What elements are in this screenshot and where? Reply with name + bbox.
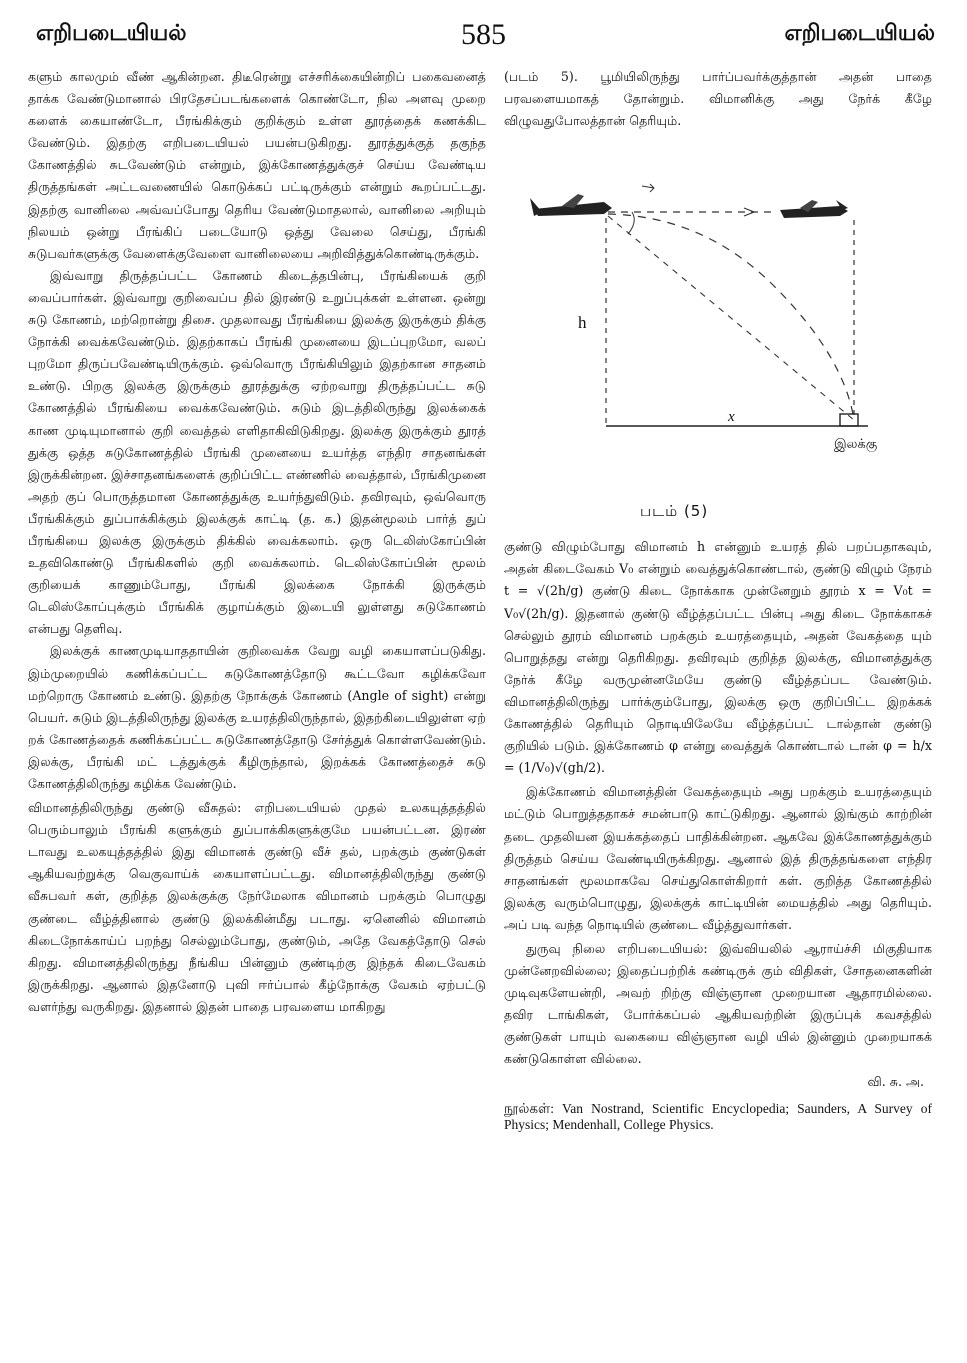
target-label: இலக்கு xyxy=(834,437,878,453)
aircraft-later-icon xyxy=(780,200,848,218)
author-initials: வி. சு. அ. xyxy=(867,1073,924,1089)
paragraph-aiming: இவ்வாறு திருத்தப்பட்ட கோணம் கிடைத்தபின்பு, பீரங்கியைக் குறி வைப்பார்கள். இவ்வாறு குறிவைப்ப தில் இரண்டு உறுப்புக்கள் உள்ளன. ஒன்று சுடு கோணம், மற்றொன்று திசை. முதலாவது பீரங்கியை இலக்கு இருக்கும் திக்கு நோக்கி வைக்கவேண்டும். இதற்காகப் பீரங்கி முனையை இடப்புறமோ, வலப் புறமோ திருப்பவேண்டியிருக்கும். ஒவ்வொரு பீரங்கியிலும் இதற்கான சாதனம் உண்டு. பிறகு இலக்கு இருக்கும் தூரத்துக்கு ஏற்றவாறு திருத்தப்பட்ட சுடு கோணத்தில் பீரங்கியை வைக்கவேண்டும். சுடும் இடத்திலிருந்து இலக்கைக் காண முடியுமானால் குறி வைத்தல் எளிதாகிவிடுகிறது. இலக்கு இருக்கும் தூரத் துக்கு ஒத்த சுடுகோணத்தில் பீரங்கி முனையை உயர்த்த எந்திர சாதனங்கள் இருக்கின்றன. இச்சாதனங்களைக் குறிப்பிட்ட எண்ணில் வைத்தால், பீரங்கிமுனை அதற் குப் பொருத்தமான கோணத்துக்கு உயர்ந்துவிடும். தவிரவும், ஒவ்வொரு பீரங்கிக்கும் துப்பாக்கிக்கும் இலக்குக் காட்டி (த. க.) இதன்மூலம் பார்த் துப் பீரங்கியை இலக்கு இருக்கும் திக்கில் வைக்கலாம். ஒரு டெலிஸ்கோப்பின் உதவிகொண்டு பீரங்கிகளில் குறி வைக்கலாம். டெலிஸ்கோப்பின் மூலம் குறியைக் காணும்போது, பீரங்கி இலக்கை நோக்கி இருக்கும் டெலிஸ்கோப்புக்கும் பீரங்கிக் குழாய்க்கும் இடையி லுள்ளது சுடுகோணம் என்பது தெளிவு. xyxy=(28,267,486,637)
bomb-trajectory-figure xyxy=(504,136,932,536)
aircraft-drop-icon xyxy=(530,194,612,216)
paragraph-trajectory-intro: (படம் 5). பூமியிலிருந்து பார்ப்பவர்க்குத்தான் அதன் பாதை பரவளையமாகத் தோன்றும். விமானிக்கு அது நேர்க் கீழே விழுவதுபோலத்தான் தெரியும். xyxy=(504,69,932,129)
distance-label: x xyxy=(728,409,735,426)
paragraph-aerial-bombing: விமானத்திலிருந்து குண்டு வீசுதல்: எறிபடையியல் முதல் உலகயுத்தத்தில் பெரும்பாலும் பீரங்கி களுக்கும் துப்பாக்கிகளுக்குமே பயன்பட்டன. இரண் டாவது உலகயுத்தத்தில் இது விமானக் குண்டு வீச் தல், பறக்கும் குண்டுகள் ஆகியவற்றுக்கு வெகுவாய்க் கையாளப்பட்டது. விமானத்திலிருந்து குண்டு வீசுபவர் கள், குறித்த இலக்குக்கு நேர்மேலாக விமானம் பறக்கும் பொழுது குண்டை வீழ்த்தினால் குண்டு இலக்கின்மீது படாது. ஏனெனில் விமானம் கிடைநோக்காய்ப் பறந்து செல்லும்போது, குண்டும், அதே வேகத்தோடு செல் கிறது. விமானத்திலிருந்து நீங்கிய பின்னும் குண்டிற்கு இந்தக் கிடைவேகம் இருக்கிறது. ஆனால் இதனோடு புவி ஈர்ப்பால் கீழ்நோக்கு வேகம் ஏற்பட்டு வளர்ந்து வருகிறது. இதனால் இதன் பாதை பரவளைய மாகிறது xyxy=(28,800,486,1014)
running-header-right: எறிபடையியல் xyxy=(784,20,935,46)
left-column xyxy=(28,66,486,1356)
paragraph-range-calculation: களும் காலமும் வீண் ஆகின்றன. திடீரென்று எச்சரிக்கையின்றிப் பகைவனைத் தாக்க வேண்டுமானால் பிரதேசப்படங்களைக் கொண்டோ, நில அளவு முறை களைக் கையாண்டோ, பீரங்கிக்கும் குறிக்கும் உள்ள தூரத்தைக் கணக்கிட வேண்டும். இதற்கு எறிபடையியல் பயன்படுகிறது. தூரத்துக்குத் தகுந்த கோணத்தில் சுடவேண்டும் என்றும், இக்கோணத்துக்குச் செய்ய வேண்டிய திருத்தங்கள் அட்டவணையில் கொடுக்கப் பட்டிருக்கும் என்றும் கூறப்பட்டது. இதற்கு வானிலை அவ்வப்போது தெரிய வேண்டுமாதலால், வானிலை அறியும் நிலயம் ஒன்று பீரங்கிப் படையோடு ஒத்து வேலை செய்து, பீரங்கி சுடுபவர்களுக்கு வேளைக்குவேளை வானிலையை அறிவித்துக்கொண்டிருக்கும். xyxy=(28,69,486,261)
running-header-left: எறிபடையியல் xyxy=(36,20,187,46)
bibliography: நூல்கள்: Van Nostrand, Scientific Encyclopedia; Saunders, A Survey of Physics; Mendenhall, College Physics. xyxy=(504,1100,932,1132)
paragraph-angle-of-sight: இலக்குக் காணமுடியாததாயின் குறிவைக்க வேறு வழி கையாளப்படுகிது. இம்முறையில் கணிக்கப்பட்ட சுடுகோணத்தோடு கூட்டவோ கழிக்கவோ மற்றொரு கோணம் உண்டு. இதற்கு நோக்குக் கோணம் (Angle of sight) என்று பெயர். சுடும் இடத்திலிருந்து இலக்கு உயரத்திலிருந்தால், இதற்கிடையிலுள்ள ஏற் றக் கோணத்தைக் கணிக்கப்பட்ட சுடுகோணத்தோடு சேர்த்துக் கொள்ளவேண்டும். இலக்கு, பீரங்கி மட் டத்துக்குக் கீழிருந்தால், இறக்கக் கோணத்தைச் சுடு கோணத்திலிருந்து கழிக்க வேண்டும். xyxy=(28,643,486,791)
paragraph-bomb-equations: குண்டு விழும்போது விமானம் h என்னும் உயரத் தில் பறப்பதாகவும், அதன் கிடைவேகம் V₀ என்றும் வைத்துக்கொண்டால், குண்டு விழும் நேரம் t = √(2h/g) குண்டு கிடை நோக்காக முன்னேறும் தூரம் x = V₀t = V₀√(2h/g). இதனால் குண்டு வீழ்த்தப்பட்ட பின்பு அது கிடை நோக்காகச் செல்லும் தூரம் விமானம் பறக்கும் உயரத்தையும், அதன் வேகத்தை யும் பொறுத்தது என்று தெரிகிறது. தவிரவும் குறித்த இலக்கு, விமானத்துக்கு நேர்க் கீழே வருமுன்னமேயே குண்டு வீழ்த்தப்பட வேண்டும். விமானத்திலிருந்து பார்க்கும்போது, இலக்கு ஒரு குறிப்பிட்ட இறக்கக் கோணத்தில் தெரியும் நொடியிலேயே வீழ்த்தப்பட் டால்தான் குண்டு குறியில் படும். இக்கோணம் φ என்று வைத்துக் கொண்டால் டான் φ = h/x = (1/V₀)√(gh/2). xyxy=(504,539,932,776)
paragraph-terminal-ballistics: துருவு நிலை எறிபடையியல்: இவ்வியலில் ஆராய்ச்சி மிகுதியாக முன்னேறவில்லை; இதைப்பற்றிக் கண்டிருக் கும் விதிகள், சோதனைகளின் முடிவுகளேயன்றி, அவற் றிற்கு விஞ்ஞான முறையான ஆதாரமில்லை. தவிர டாங்கிகள், போர்க்கப்பல் ஆகியவற்றின் இருப்புக் கவசத்தில் குண்டுகள் பாயும் வகையை விஞ்ஞான வழி யில் இன்னும் முறையாகக் கண்டுகொள்ள வில்லை. xyxy=(504,940,932,1067)
height-label: h xyxy=(578,313,587,333)
right-column xyxy=(504,66,932,1356)
page-number: 585 xyxy=(461,18,506,51)
paragraph-angle-correction: இக்கோணம் விமானத்தின் வேகத்தையும் அது பறக்கும் உயரத்தையும் மட்டும் பொறுத்ததாகச் சமன்பாடு காட்டுகிறது. ஆனால் இங்கும் காற்றின் தடை முதலியன இயக்கத்தைப் பாதிக்கின்றன. ஆகவே இக்கோணத்துக்கும் திருத்தம் செய்ய வேண்டியிருக்கிறது. ஆனால் இத் திருத்தங்களை எந்திர சாதனங்கள் மூலமாகவே செய்துகொள்கிறார் கள். குறித்த கோணத்தில் இலக்கு வரும்பொழுது, இலக்குக் காட்டியின் மையத்தில் அது தெரியும். அப் படி வந்த நொடியில் குண்டை வீழ்த்துவார்கள். xyxy=(504,784,932,932)
trajectory-diagram xyxy=(504,136,932,536)
figure-caption: படம் (5) xyxy=(640,502,709,521)
